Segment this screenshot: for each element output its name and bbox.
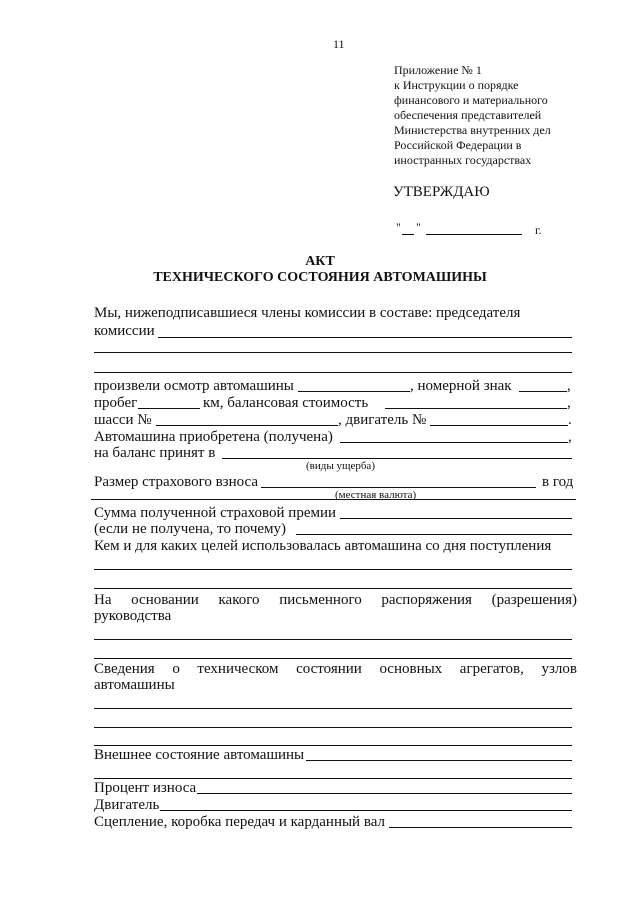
page-number: 11 — [333, 37, 345, 51]
exterior-label: Внешнее состояние автомашины — [94, 747, 305, 763]
comma: , — [567, 395, 571, 411]
blank-line — [94, 708, 572, 709]
period: . — [568, 412, 572, 428]
balance-cost-line — [385, 408, 567, 409]
wear-line — [197, 793, 572, 794]
premium-line — [340, 518, 572, 519]
balance-cost-label: км, балансовая стоимость — [203, 395, 369, 411]
if-not-line — [296, 534, 572, 535]
appendix-line: обеспечения представителей — [394, 108, 542, 122]
used-by-label: Кем и для каких целей использовалась автомашина со дня поступления — [94, 538, 552, 554]
clutch-line — [389, 827, 572, 828]
tech-info-word: узлов — [541, 661, 577, 677]
wear-label: Процент износа — [94, 780, 197, 796]
basis-word: основании — [131, 592, 199, 608]
day-line — [402, 234, 414, 235]
intro-text: Мы, нижеподписавшиеся члены комиссии в составе: председателя — [94, 305, 521, 321]
tech-info-word: о — [172, 661, 180, 677]
approve-label: УТВЕРЖДАЮ — [393, 184, 490, 200]
mileage-line — [138, 408, 200, 409]
basis-word: какого — [218, 592, 260, 608]
engine-no-label: , двигатель № — [338, 412, 427, 428]
plate-label: , номерной знак — [410, 378, 512, 394]
chassis-label: шасси № — [94, 412, 152, 428]
vehicle-line — [298, 391, 410, 392]
vehicle-label: автомашины — [94, 677, 175, 693]
if-not-label: (если не получена, то почему) — [94, 521, 287, 537]
engine-line — [160, 810, 572, 811]
comma: , — [568, 429, 572, 445]
basis-word: (разрешения) — [491, 592, 577, 608]
blank-line — [94, 639, 572, 640]
appendix-line: иностранных государствах — [394, 153, 532, 167]
basis-word: письменного — [279, 592, 362, 608]
basis-word: На — [94, 592, 112, 608]
insurance-fee-label: Размер страхового взноса — [94, 474, 259, 490]
blank-line — [94, 569, 572, 570]
tech-info-word: агрегатов, — [459, 661, 524, 677]
year-suffix: г. — [535, 223, 542, 237]
month-line — [426, 234, 522, 235]
tech-info-line — [94, 661, 577, 677]
per-year-label: в год — [542, 474, 574, 490]
tech-info-word: Сведения — [94, 661, 155, 677]
section-rule — [91, 499, 576, 500]
acquired-line — [340, 442, 568, 443]
blank-line — [94, 745, 572, 746]
blank-line — [94, 727, 572, 728]
damage-types-caption: (виды ущерба) — [306, 460, 375, 472]
management-label: руководства — [94, 608, 172, 624]
date-quote-open: " — [396, 220, 401, 234]
appendix-line: Министерства внутренних дел — [394, 123, 551, 137]
commission-label: комиссии — [94, 323, 155, 339]
blank-line — [94, 372, 572, 373]
blank-line — [94, 778, 572, 779]
tech-info-word: состоянии — [296, 661, 362, 677]
doc-subtitle: ТЕХНИЧЕСКОГО СОСТОЯНИЯ АВТОМАШИНЫ — [153, 270, 487, 285]
local-currency-caption: (местная валюта) — [335, 489, 417, 501]
blank-line — [94, 588, 572, 589]
date-quote-close: " — [416, 220, 421, 234]
on-balance-label: на баланс принят в — [94, 445, 216, 461]
appendix-line: к Инструкции о порядке — [394, 78, 519, 92]
premium-label: Сумма полученной страховой премии — [94, 505, 337, 521]
on-balance-line — [222, 458, 572, 459]
mileage-label: пробег — [94, 395, 138, 411]
engine-no-line — [430, 425, 568, 426]
insurance-fee-line — [261, 487, 536, 488]
tech-info-word: основных — [379, 661, 443, 677]
basis-line — [94, 592, 577, 608]
commission-line — [158, 337, 572, 338]
doc-title: АКТ — [305, 254, 335, 269]
inspected-label: произвели осмотр автомашины — [94, 378, 294, 394]
appendix-line: финансового и материального — [394, 93, 548, 107]
basis-word: распоряжения — [381, 592, 472, 608]
blank-line — [94, 352, 572, 353]
plate-line — [519, 391, 567, 392]
chassis-line — [156, 425, 338, 426]
tech-info-word: техническом — [197, 661, 279, 677]
engine-label: Двигатель — [94, 797, 160, 813]
blank-line — [94, 658, 572, 659]
comma: , — [567, 378, 571, 394]
acquired-label: Автомашина приобретена (получена) — [94, 429, 333, 445]
exterior-line — [306, 760, 572, 761]
appendix-line: Приложение № 1 — [394, 63, 482, 77]
appendix-line: Российской Федерации в — [394, 138, 522, 152]
clutch-label: Сцепление, коробка передач и карданный вал — [94, 814, 385, 830]
